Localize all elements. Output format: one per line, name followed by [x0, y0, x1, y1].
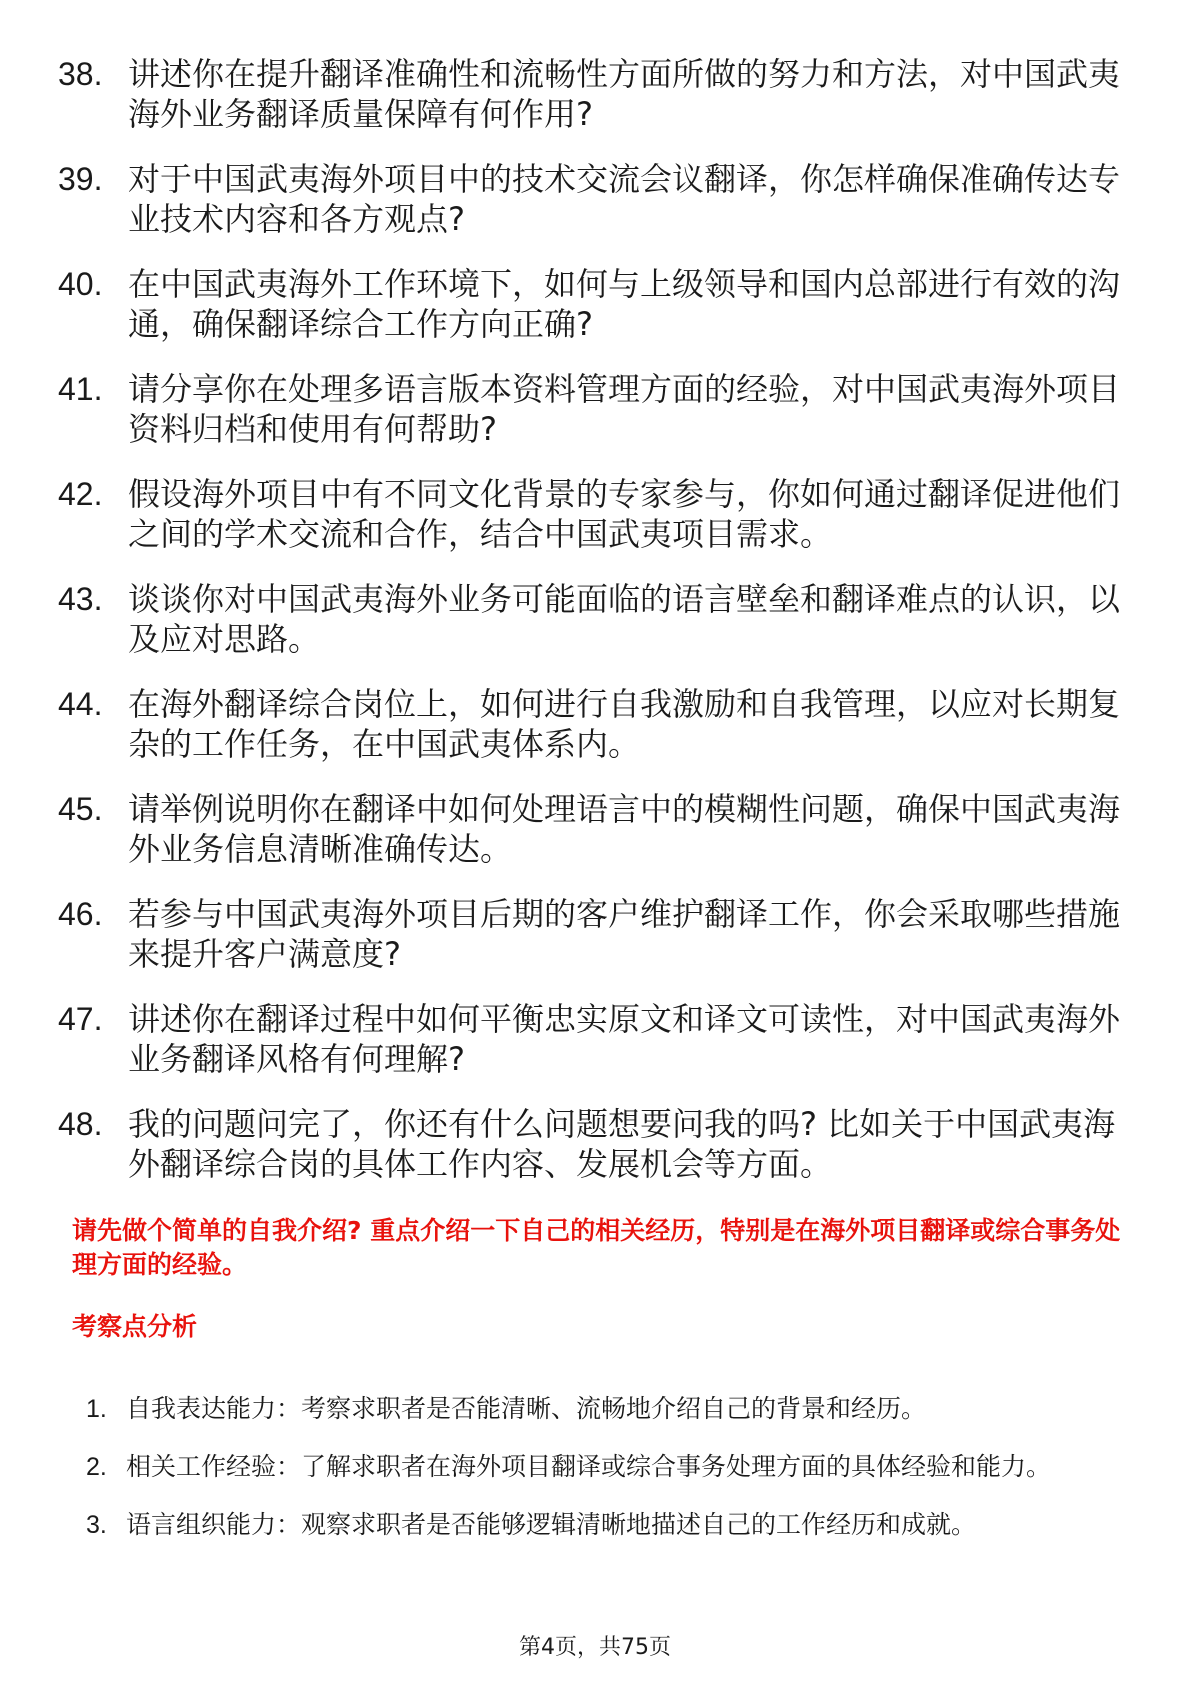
question-number: 42.	[58, 476, 103, 512]
question-number: 48.	[58, 1106, 103, 1142]
analysis-heading: 考察点分析	[72, 1312, 198, 1341]
analysis-number: 3.	[86, 1511, 107, 1539]
analysis-number: 1.	[86, 1395, 107, 1423]
analysis-item	[86, 1380, 1126, 1438]
question-list	[58, 54, 1128, 1209]
question-number: 45.	[58, 791, 103, 827]
question-item	[58, 789, 1128, 869]
question-text: 在中国武夷海外工作环境下，如何与上级领导和国内总部进行有效的沟通，确保翻译综合工作方向正确?	[128, 265, 1121, 343]
highlighted-question: 请先做个简单的自我介绍? 重点介绍一下自己的相关经历，特别是在海外项目翻译或综合事务处理方面的经验。	[72, 1216, 1121, 1279]
question-number: 46.	[58, 896, 103, 932]
question-number: 39.	[58, 161, 103, 197]
analysis-item	[86, 1438, 1126, 1496]
question-item	[58, 579, 1128, 659]
question-text: 请举例说明你在翻译中如何处理语言中的模糊性问题，确保中国武夷海外业务信息清晰准确传达。	[128, 790, 1121, 868]
question-text: 请分享你在处理多语言版本资料管理方面的经验，对中国武夷海外项目资料归档和使用有何帮助?	[128, 370, 1121, 448]
analysis-text: 语言组织能力：观察求职者是否能够逻辑清晰地描述自己的工作经历和成就。	[126, 1510, 977, 1539]
analysis-text: 自我表达能力：考察求职者是否能清晰、流畅地介绍自己的背景和经历。	[126, 1394, 927, 1423]
question-text: 谈谈你对中国武夷海外业务可能面临的语言壁垒和翻译难点的认识，以及应对思路。	[128, 580, 1121, 658]
question-item	[58, 684, 1128, 764]
question-item	[58, 369, 1128, 449]
question-number: 41.	[58, 371, 103, 407]
analysis-text: 相关工作经验：了解求职者在海外项目翻译或综合事务处理方面的具体经验和能力。	[126, 1452, 1052, 1481]
question-text: 讲述你在提升翻译准确性和流畅性方面所做的努力和方法，对中国武夷海外业务翻译质量保障有何作用?	[128, 55, 1121, 133]
question-number: 43.	[58, 581, 103, 617]
question-number: 44.	[58, 686, 103, 722]
question-text: 假设海外项目中有不同文化背景的专家参与，你如何通过翻译促进他们之间的学术交流和合作，结合中国武夷项目需求。	[128, 475, 1121, 553]
question-number: 38.	[58, 56, 103, 92]
question-text: 我的问题问完了，你还有什么问题想要问我的吗? 比如关于中国武夷海外翻译综合岗的具体工作内容、发展机会等方面。	[128, 1105, 1116, 1183]
question-text: 讲述你在翻译过程中如何平衡忠实原文和译文可读性，对中国武夷海外业务翻译风格有何理解?	[128, 1000, 1121, 1078]
analysis-number: 2.	[86, 1453, 107, 1481]
question-item	[58, 1104, 1128, 1184]
question-text: 若参与中国武夷海外项目后期的客户维护翻译工作，你会采取哪些措施来提升客户满意度?	[128, 895, 1121, 973]
analysis-list	[86, 1380, 1126, 1554]
question-item	[58, 474, 1128, 554]
question-text: 在海外翻译综合岗位上，如何进行自我激励和自我管理，以应对长期复杂的工作任务，在中国武夷体系内。	[128, 685, 1121, 763]
question-number: 47.	[58, 1001, 103, 1037]
question-number: 40.	[58, 266, 103, 302]
question-item	[58, 54, 1128, 134]
analysis-item	[86, 1496, 1126, 1554]
question-item	[58, 264, 1128, 344]
question-item	[58, 159, 1128, 239]
page-footer: 第4页，共75页	[519, 1635, 671, 1660]
question-item	[58, 894, 1128, 974]
question-text: 对于中国武夷海外项目中的技术交流会议翻译，你怎样确保准确传达专业技术内容和各方观点?	[128, 160, 1121, 238]
question-item	[58, 999, 1128, 1079]
